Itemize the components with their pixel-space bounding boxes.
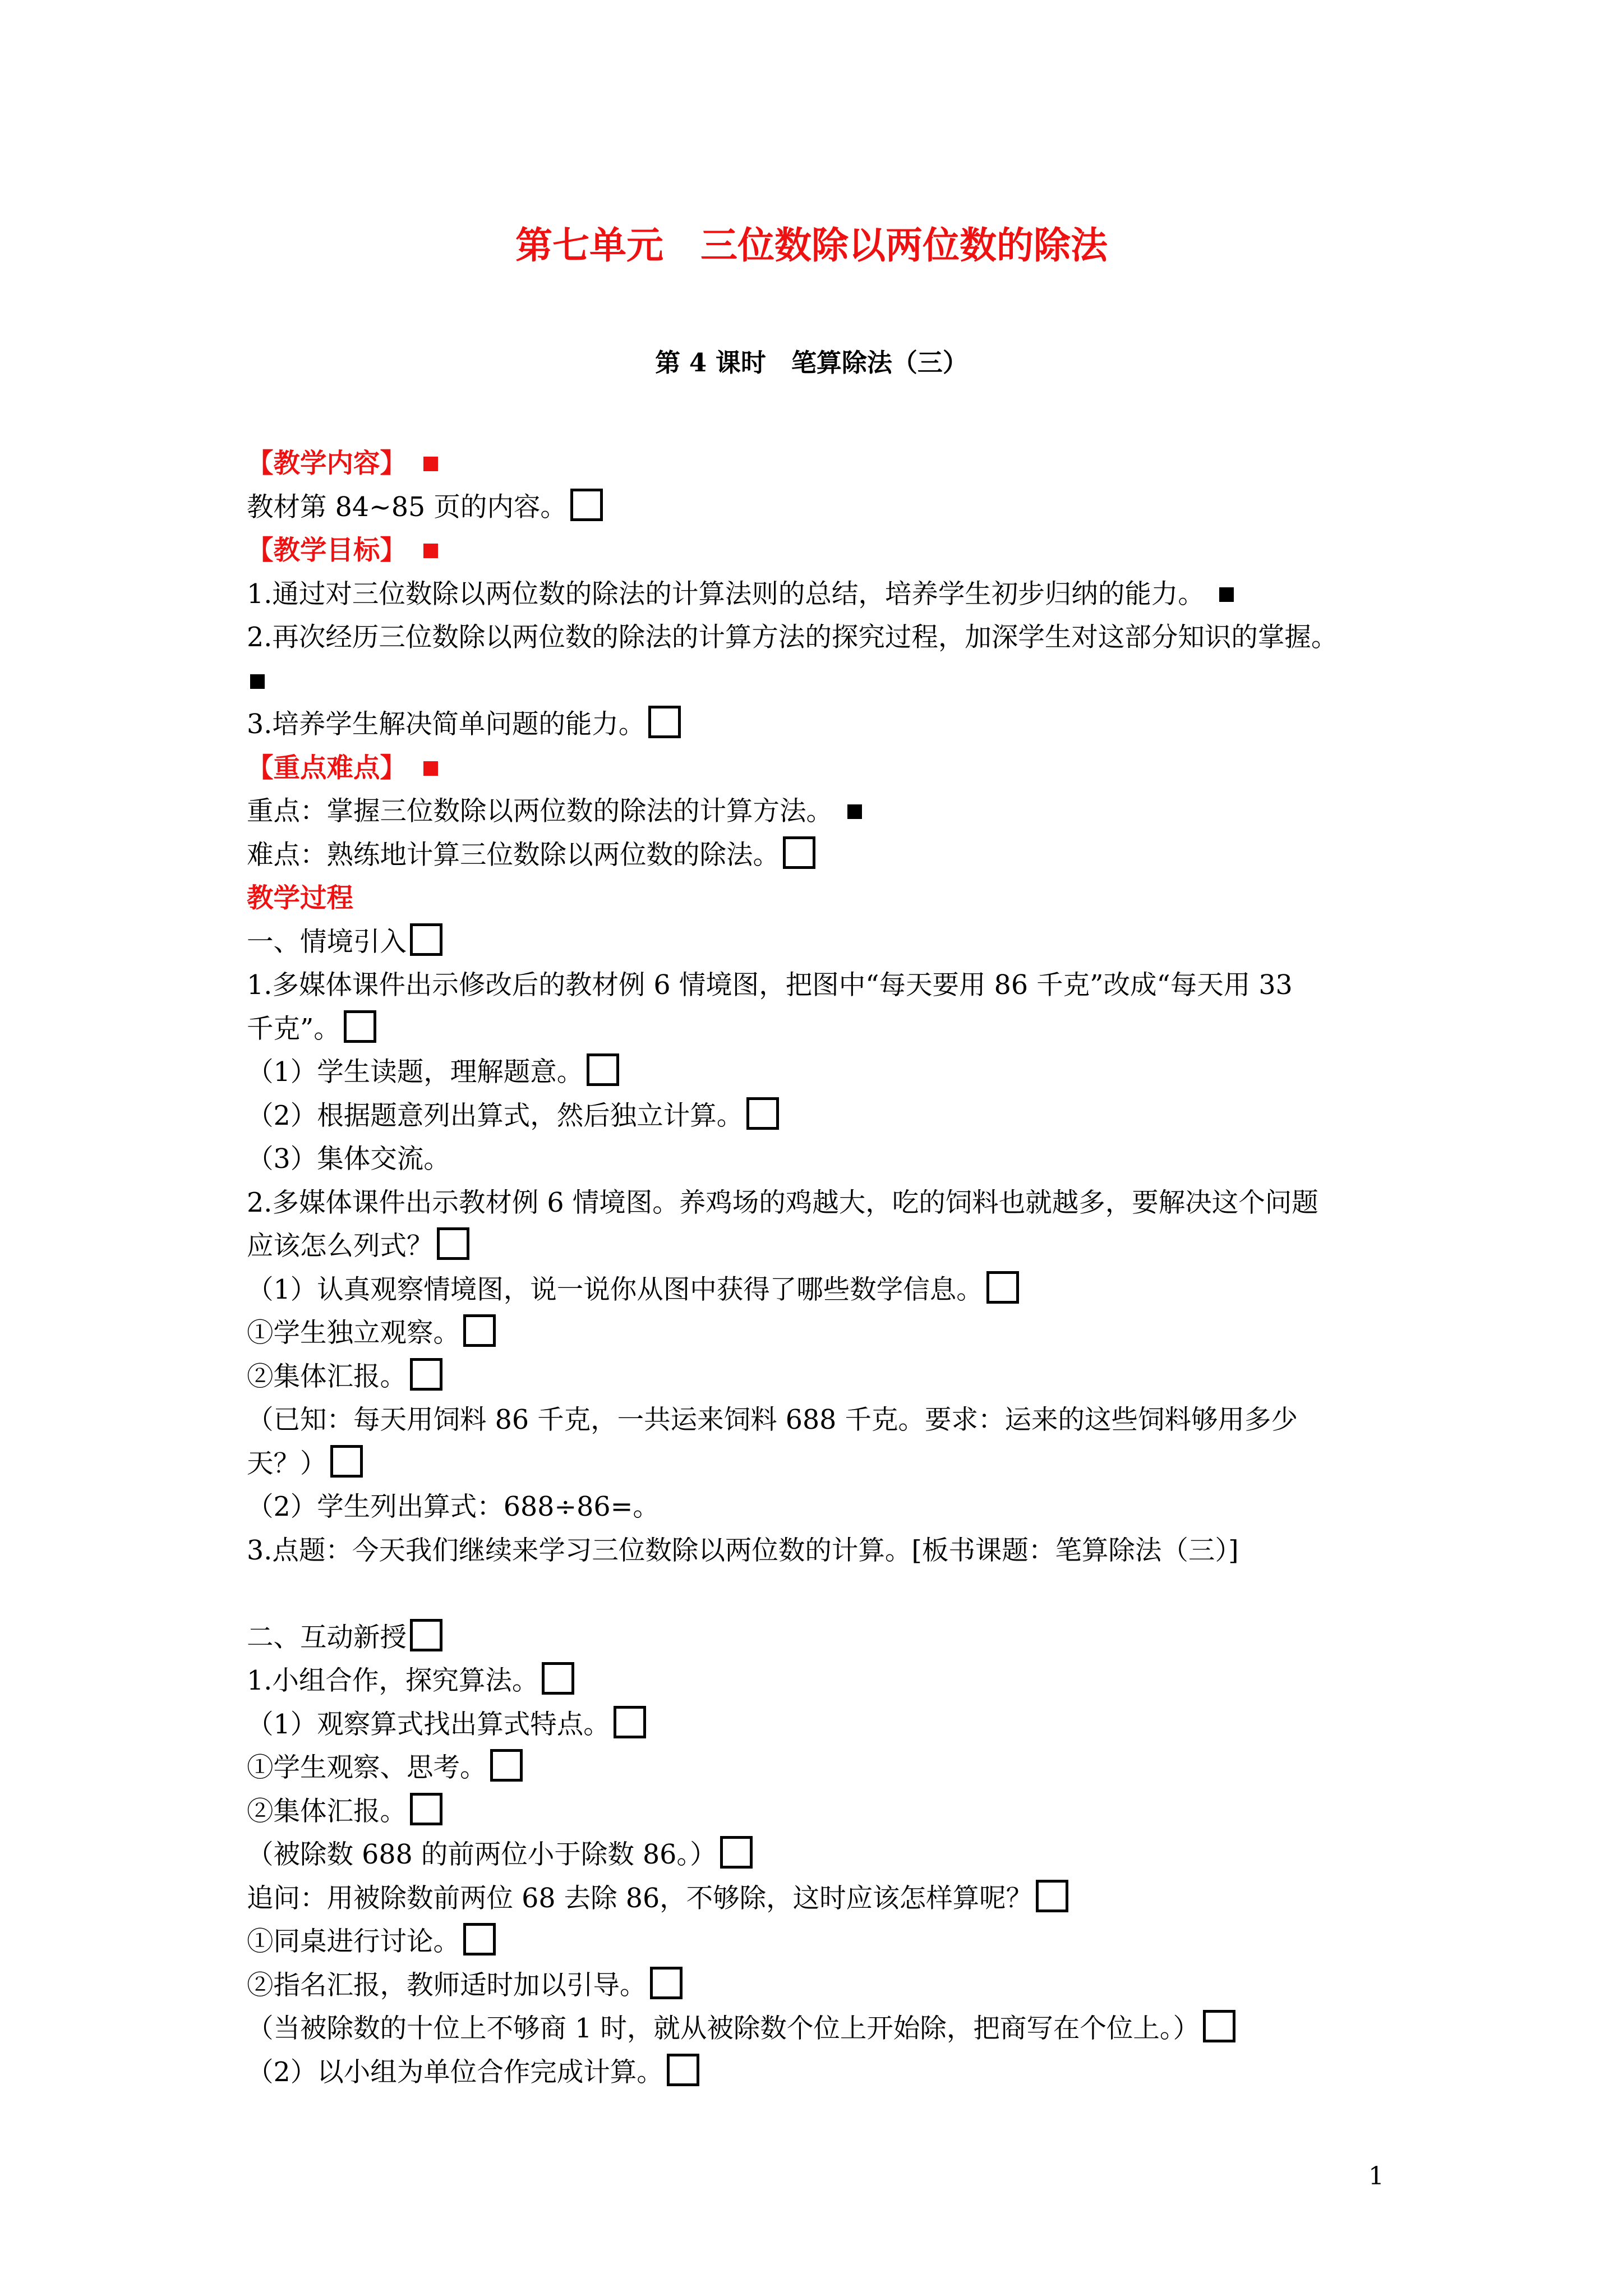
line-text: 一、情境引入: [247, 926, 407, 958]
line-text: 【教学内容】: [247, 448, 407, 479]
empty-box-mark: [650, 1967, 683, 1999]
text-line: [247, 1572, 1408, 1616]
text-line: [247, 1181, 1408, 1225]
empty-box-mark: [648, 706, 681, 738]
text-line: [247, 1877, 1408, 1921]
red-square-mark: [423, 761, 438, 776]
line-text: ②集体汇报。: [247, 1361, 407, 1392]
line-text: 【教学目标】: [247, 535, 407, 566]
text-line: [247, 1398, 1408, 1442]
line-text: （当被除数的十位上不够商 1 时，就从被除数个位上开始除，把商写在个位上。）: [247, 2013, 1200, 2044]
line-text: 3.点题：今天我们继续来学习三位数除以两位数的计算。[板书课题：笔算除法（三）]: [247, 1535, 1239, 1566]
line-text: ①同桌进行讨论。: [247, 1926, 460, 1957]
empty-box-mark: [1203, 2010, 1235, 2042]
empty-box-mark: [410, 1793, 442, 1825]
empty-box-mark: [463, 1314, 496, 1347]
empty-box-mark: [587, 1053, 619, 1086]
text-line: [247, 1659, 1408, 1703]
black-square-mark: [1219, 587, 1234, 602]
text-line: [247, 964, 1408, 1007]
text-line: [247, 1790, 1408, 1834]
line-text: 【重点难点】: [247, 752, 407, 784]
unit-title: 第七单元 三位数除以两位数的除法: [515, 223, 1108, 267]
line-text: （1）认真观察情境图，说一说你从图中获得了哪些数学信息。: [247, 1274, 983, 1305]
text-line: [247, 703, 1408, 747]
empty-box-mark: [986, 1271, 1019, 1304]
empty-box-mark: [783, 836, 815, 869]
line-text: （2）根据题意列出算式，然后独立计算。: [247, 1100, 744, 1131]
lesson-subtitle: 第 4 课时 笔算除法（三）: [655, 348, 968, 378]
empty-box-mark: [720, 1836, 753, 1869]
line-text: （被除数 688 的前两位小于除数 86。）: [247, 1839, 717, 1870]
line-text: （1）观察算式找出算式特点。: [247, 1709, 610, 1740]
line-text: （2）学生列出算式：688÷86=。: [247, 1492, 660, 1522]
text-line: [247, 1268, 1408, 1312]
text-line: [247, 2007, 1408, 2051]
text-line: [247, 1051, 1408, 1094]
line-text: （1）学生读题，理解题意。: [247, 1057, 584, 1088]
text-line: [247, 573, 1408, 616]
text-line: [247, 1007, 1408, 1051]
text-line: [247, 1485, 1408, 1529]
line-text: 应该怎么列式？: [247, 1231, 434, 1262]
empty-box-mark: [542, 1662, 574, 1695]
text-line: [247, 834, 1408, 877]
empty-box-mark: [330, 1445, 363, 1478]
red-square-mark: [423, 457, 438, 471]
line-text: 教学过程: [247, 882, 353, 914]
text-line: [247, 660, 1408, 703]
text-line: [247, 1964, 1408, 2008]
text-line: [247, 1312, 1408, 1355]
text-line: [247, 1094, 1408, 1138]
section-heading: [247, 529, 1408, 573]
line-text: 1.小组合作，探究算法。: [247, 1665, 539, 1696]
text-line: [247, 1355, 1408, 1399]
text-line: [247, 1225, 1408, 1268]
text-line: [247, 1920, 1408, 1964]
text-line: [247, 1703, 1408, 1747]
line-text: 追问：用被除数前两位 68 去除 86，不够除，这时应该怎样算呢？: [247, 1883, 1033, 1914]
text-line: [247, 2051, 1408, 2095]
line-text: 2.再次经历三位数除以两位数的除法的计算方法的探究过程，加深学生对这部分知识的掌握。: [247, 622, 1338, 653]
empty-box-mark: [410, 923, 442, 956]
empty-box-mark: [667, 2054, 699, 2086]
text-line: [247, 1529, 1408, 1573]
black-square-mark: [250, 674, 265, 689]
empty-box-mark: [344, 1010, 376, 1043]
line-text: 千克”。: [247, 1013, 340, 1045]
empty-box-mark: [490, 1749, 523, 1782]
section-heading: [247, 442, 1408, 486]
text-line: [247, 1442, 1408, 1486]
empty-box-mark: [1036, 1880, 1068, 1912]
empty-box-mark: [437, 1227, 469, 1260]
line-text: 1.多媒体课件出示修改后的教材例 6 情境图，把图中“每天要用 86 千克”改成“每天用 33: [247, 970, 1293, 1001]
text-line: [247, 486, 1408, 530]
text-line: [247, 616, 1408, 660]
line-text: （3）集体交流。: [247, 1144, 450, 1175]
line-text: 2.多媒体课件出示教材例 6 情境图。养鸡场的鸡越大，吃的饲料也就越多，要解决这个问题: [247, 1187, 1318, 1218]
line-text: 天？）: [247, 1448, 327, 1479]
empty-box-mark: [614, 1706, 646, 1738]
lesson-body: [247, 442, 1408, 2094]
text-line: [247, 790, 1408, 834]
empty-box-mark: [463, 1923, 496, 1955]
text-line: [247, 1833, 1408, 1877]
line-text: ①学生观察、思考。: [247, 1752, 487, 1783]
text-line: [247, 1746, 1408, 1790]
empty-box-mark: [746, 1097, 779, 1130]
line-text: 重点：掌握三位数除以两位数的除法的计算方法。: [247, 796, 833, 827]
red-square-mark: [423, 544, 438, 558]
text-line: [247, 921, 1408, 964]
page-number: 1: [1368, 2162, 1384, 2191]
line-text: 3.培养学生解决简单问题的能力。: [247, 709, 645, 740]
empty-box-mark: [410, 1358, 442, 1391]
line-text: （已知：每天用饲料 86 千克，一共运来饲料 688 千克。要求：运来的这些饲料够用多少: [247, 1405, 1298, 1435]
text-line: [247, 1138, 1408, 1181]
line-text: ②指名汇报，教师适时加以引导。: [247, 1970, 647, 2001]
empty-box-mark: [570, 489, 603, 521]
line-text: ①学生独立观察。: [247, 1318, 460, 1349]
line-text: 1.通过对三位数除以两位数的除法的计算法则的总结，培养学生初步归纳的能力。: [247, 578, 1205, 610]
line-text: （2）以小组为单位合作完成计算。: [247, 2056, 663, 2088]
section-heading: [247, 747, 1408, 790]
line-text: 二、互动新授: [247, 1622, 407, 1653]
line-text: 教材第 84~85 页的内容。: [247, 491, 567, 523]
black-square-mark: [847, 804, 862, 819]
section-heading: [247, 877, 1408, 921]
text-line: [247, 1616, 1408, 1660]
line-text: 难点：熟练地计算三位数除以两位数的除法。: [247, 839, 780, 871]
empty-box-mark: [410, 1619, 442, 1651]
line-text: ②集体汇报。: [247, 1796, 407, 1827]
